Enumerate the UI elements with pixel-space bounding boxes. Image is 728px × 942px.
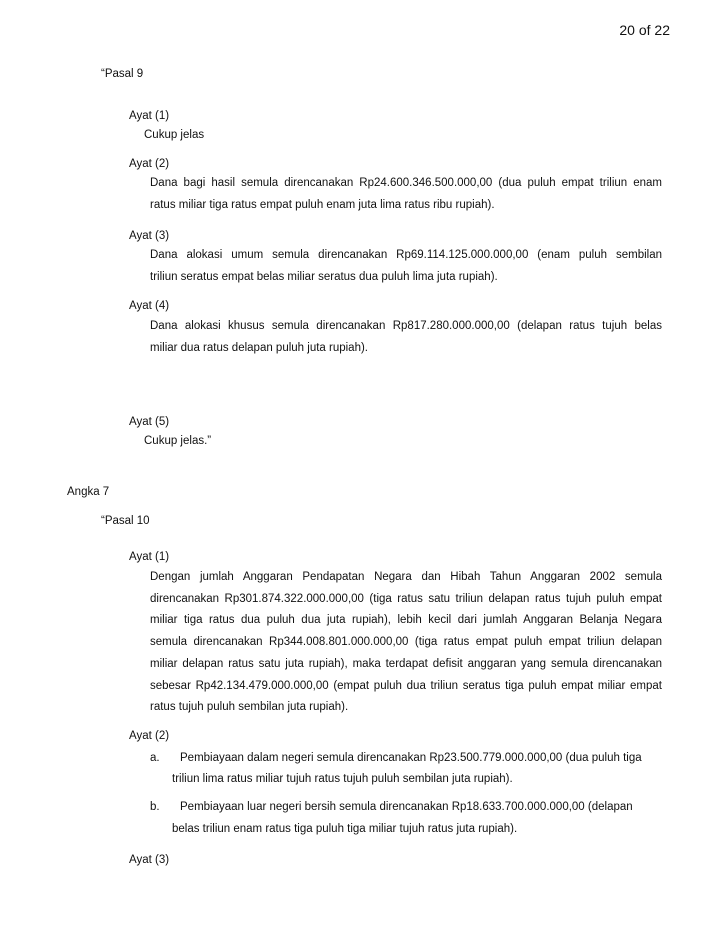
text-line: miliar delapan ratus satu juta rupiah), maka terdapat defisit anggaran yang semula direncanakan [150, 657, 662, 670]
text-line: sebesar Rp42.134.479.000.000,00 (empat puluh dua triliun seratus tiga puluh empat miliar empat [150, 679, 662, 692]
text-line: Dana bagi hasil semula direncanakan Rp24.600.346.500.000,00 (dua puluh empat triliun enam [150, 177, 662, 189]
text-line: direncanakan Rp301.874.322.000.000,00 (tiga ratus satu triliun delapan ratus tujuh puluh empat [150, 592, 662, 605]
pasal-9-ayat-2-paragraph [150, 173, 662, 216]
pasal-9-ayat-5-text: Cukup jelas.” [144, 435, 212, 447]
pasal-9-ayat-4-label: Ayat (4) [129, 300, 170, 312]
page-number: 20 of 22 [619, 22, 670, 38]
list-marker-b: b. [150, 801, 160, 813]
pasal-9-ayat-4-paragraph [150, 316, 662, 359]
angka-7-heading: Angka 7 [67, 486, 110, 498]
pasal-10-ayat-1-label: Ayat (1) [129, 551, 170, 563]
pasal-10-ayat-1-paragraph [150, 567, 662, 719]
text-line: Dana alokasi umum semula direncanakan Rp69.114.125.000.000,00 (enam puluh sembilan [150, 249, 662, 261]
pasal-9-ayat-3-label: Ayat (3) [129, 230, 170, 242]
pasal-10-heading: “Pasal 10 [101, 515, 150, 527]
text-line: triliun seratus empat belas miliar seratus dua puluh lima juta rupiah). [150, 270, 498, 283]
pasal-9-ayat-1-label: Ayat (1) [129, 110, 170, 122]
list-item-b-line-2: belas triliun enam ratus tiga puluh tiga miliar tujuh ratus juta rupiah). [172, 823, 518, 835]
pasal-10-ayat-3-label: Ayat (3) [129, 854, 170, 866]
pasal-9-ayat-1-text: Cukup jelas [144, 129, 205, 141]
text-line: Dengan jumlah Anggaran Pendapatan Negara dan Hibah Tahun Anggaran 2002 semula [150, 571, 662, 583]
text-line: miliar tiga ratus dua puluh dua juta rupiah), lebih kecil dari jumlah Anggaran Belanja Negara [150, 614, 662, 627]
text-line: Dana alokasi khusus semula direncanakan Rp817.280.000.000,00 (delapan ratus tujuh belas [150, 320, 662, 332]
pasal-9-ayat-2-label: Ayat (2) [129, 158, 170, 170]
list-item-b-line-1: Pembiayaan luar negeri bersih semula direncanakan Rp18.633.700.000.000,00 (delapan [180, 801, 633, 813]
list-item-a-line-1: Pembiayaan dalam negeri semula direncanakan Rp23.500.779.000.000,00 (dua puluh tiga [180, 752, 642, 764]
pasal-9-heading: “Pasal 9 [101, 68, 144, 80]
list-marker-a: a. [150, 752, 160, 764]
text-line: ratus miliar tiga ratus empat puluh enam juta lima ratus ribu rupiah). [150, 198, 495, 211]
text-line: ratus tujuh puluh sembilan juta rupiah). [150, 701, 349, 714]
pasal-10-ayat-2-label: Ayat (2) [129, 730, 170, 742]
list-item-a-line-2: triliun lima ratus miliar tujuh ratus tujuh puluh sembilan juta rupiah). [172, 773, 513, 785]
pasal-9-ayat-3-paragraph [150, 245, 662, 288]
text-line: miliar dua ratus delapan puluh juta rupiah). [150, 341, 368, 354]
text-line: semula direncanakan Rp344.008.801.000.000,00 (tiga ratus empat puluh empat triliun delapan [150, 636, 662, 649]
pasal-9-ayat-5-label: Ayat (5) [129, 416, 170, 428]
